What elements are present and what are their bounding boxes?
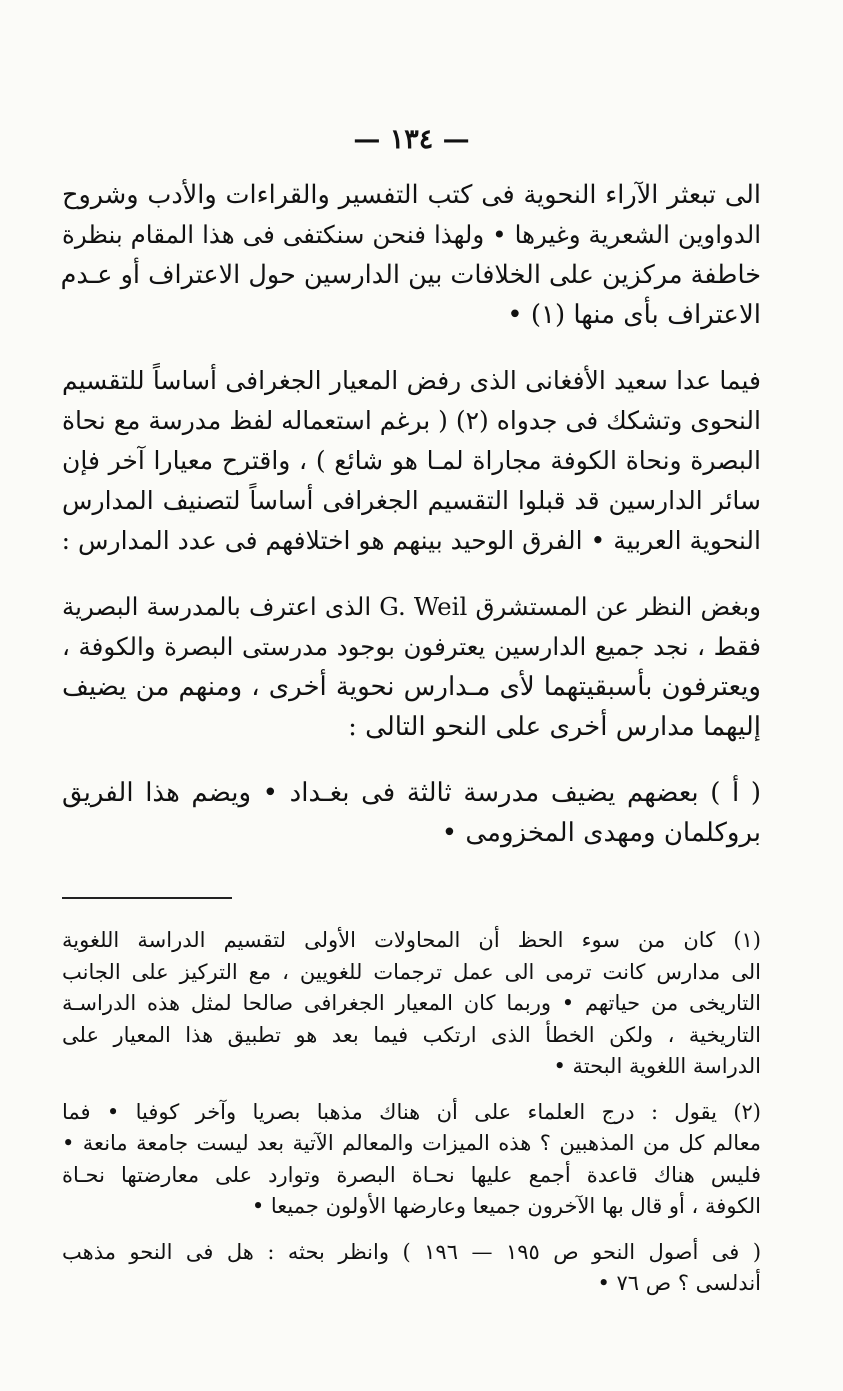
text-line: خاطفة مركزين على الخلافات بين الدارسين حول الاعتراف أو عـدم — [60, 260, 761, 290]
footnote-line: التاريخية ، ولكن الخطأ الذى ارتكب فيما بعد هو تطبيق هذا المعيار على — [62, 1022, 761, 1047]
text-line: الى تبعثر الآراء النحوية فى كتب التفسير والقراءات والأدب وشروح — [62, 180, 761, 210]
paragraph — [62, 773, 761, 853]
text-line: النحوى وتشكك فى جدواه (٢) ( برغم استعماله لفظ مدرسة مع نحاة — [61, 406, 761, 435]
text-line: الاعتراف بأى منها (١) • — [507, 300, 761, 330]
footnote — [62, 1237, 761, 1300]
footnote-line: (٢) يقول : درج العلماء على أن هناك مذهبا بصريا وآخر كوفيا • فما — [62, 1099, 761, 1124]
footnote-separator — [62, 897, 232, 899]
paragraph — [62, 175, 761, 335]
text-line: ويعترفون بأسبقيتهما لأى مـدارس نحوية أخرى ، ومنهم من يضيف — [62, 672, 761, 702]
body-text — [62, 175, 761, 853]
footnote-line: معالم كل من المذهبين ؟ هذه الميزات والمعالم الآتية بعد ليست جامعة مانعة • — [62, 1131, 761, 1155]
footnote-line: التاريخى من حياتهم • وربما كان المعيار الجغرافى صالحا لمثل هذه الدراسـة — [62, 991, 761, 1015]
text-line: فيما عدا سعيد الأفغانى الذى رفض المعيار الجغرافى أساساً للتقسيم — [62, 366, 761, 395]
text-line: الدواوين الشعرية وغيرها • ولهذا فنحن سنكتفى فى هذا المقام بنظرة — [62, 220, 761, 249]
footnote-line: فليس هناك قاعدة أجمع عليها نحـاة البصرة وتوارد على معارضتها نحـاة — [62, 1162, 761, 1187]
text-line: فقط ، نجد جميع الدارسين يعترفون بوجود مدرستى البصرة والكوفة ، — [62, 632, 761, 661]
text-line: بروكلمان ومهدى المخزومى • — [441, 818, 761, 848]
page-number: — ١٣٤ — — [353, 124, 470, 155]
text-line: ( أ ) بعضهم يضيف مدرسة ثالثة فى بغـداد • ويضم هذا الفريق — [62, 778, 761, 808]
text-line: النحوية العربية • الفرق الوحيد بينهم هو اختلافهم فى عدد المدارس : — [61, 526, 761, 555]
footnote-line: الى مدارس كانت ترمى الى عمل ترجمات للغويين ، مع التركيز على الجانب — [62, 959, 761, 984]
text-line: وبغض النظر عن المستشرق G. Weil الذى اعترف بالمدرسة البصرية — [62, 592, 761, 621]
footnote — [62, 1097, 761, 1223]
text-line: سائر الدارسين قد قبلوا التقسيم الجغرافى أساساً لتصنيف المدارس — [62, 486, 761, 515]
footnote — [62, 925, 761, 1083]
text-line: إليهما مدارس أخرى على النحو التالى : — [348, 712, 761, 742]
footnote-line: (١) كان من سوء الحظ أن المحاولات الأولى لتقسيم الدراسة اللغوية — [62, 928, 761, 952]
text-line: البصرة ونحاة الكوفة مجاراة لمـا هو شائع ) ، واقترح معيارا آخر فإن — [62, 446, 761, 475]
paragraph — [62, 361, 761, 561]
footnote-line: الكوفة ، أو قال بها الآخرون جميعا وعارضها الأولون جميعا • — [251, 1194, 761, 1218]
footnote-line: الدراسة اللغوية البحتة • — [553, 1054, 761, 1078]
footnotes — [62, 925, 761, 1300]
footnote-line: ( فى أصول النحو ص ١٩٥ — ١٩٦ ) وانظر بحثه : هل فى النحو مذهب — [62, 1239, 762, 1264]
footnote-line: أندلسى ؟ ص ٧٦ • — [597, 1271, 761, 1295]
paragraph — [62, 587, 761, 747]
